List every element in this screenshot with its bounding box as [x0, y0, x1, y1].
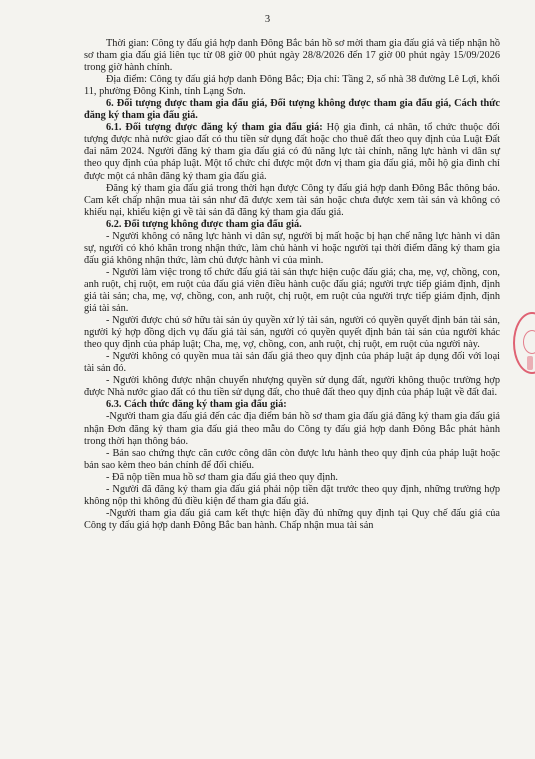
page-number: 3	[264, 14, 271, 25]
paragraph: -Người tham gia đấu giá đến các địa điểm bán hồ sơ tham gia đấu giá đăng ký tham gia đấu giá nhận Đơn đăng ký tham gia đấu giá theo mẫu do Công ty đấu giá hợp danh Đông Bắc phát hành trong thời hạn thông báo.	[84, 411, 500, 447]
stamp-seal-inner	[523, 330, 535, 354]
paragraph: Đăng ký tham gia đấu giá trong thời hạn được Công ty đấu giá hợp danh Đông Bắc thông báo. Cam kết chấp nhận mua tài sản như đã được xem tài sản hoặc chưa được xem tài sản và không có khiếu nại, khiếu kiện gì về tài sản đã đăng ký tham gia đấu giá.	[84, 182, 500, 218]
paragraph: - Người không có quyền mua tài sản đấu giá theo quy định của pháp luật áp dụng đối với loại tài sản đó.	[84, 351, 500, 375]
paragraph: -Người tham gia đấu giá cam kết thực hiện đầy đủ những quy định tại Quy chế đấu giá của Công ty đấu giá hợp danh Đông Bắc ban hành. Chấp nhận mua tài sản	[84, 507, 500, 531]
paragraph: - Bản sao chứng thực căn cước công dân còn được lưu hành theo quy định của pháp luật hoặc bản sao kèm theo bản chính để đối chiếu.	[84, 447, 500, 471]
paragraph: - Người không được nhận chuyển nhượng quyền sử dụng đất, người không thuộc trường hợp được Nhà nước giao đất có thu tiền sử dụng đất, cho thuê đất theo quy định của pháp luật về đất đai.	[84, 375, 500, 399]
paragraph-text: Hộ gia đình, cá nhân, tổ chức thuộc đối tượng được nhà nước giao đất có thu tiền sử dụng đất hoặc cho thuê đất theo quy định của Luật Đất đai năm 2024. Người đăng ký tham gia đấu giá có đủ năng lực tài chính, năng lực hành vi dân sự theo quy định của pháp luật. Một tổ chức chỉ được một đơn vị tham gia đấu giá, mỗi hộ gia đình chỉ được một cá nhân đăng ký tham gia đấu giá.	[84, 122, 500, 182]
paragraph: - Người không có năng lực hành vi dân sự, người bị mất hoặc bị hạn chế năng lực hành vi dân sự, người có khó khăn trong nhận thức, làm chủ hành vi hoặc người tại thời điểm đăng ký tham gia đấu giá không nhận thức, làm chủ được hành vi của mình.	[84, 230, 500, 266]
paragraph: - Người được chủ sở hữu tài sản ủy quyền xử lý tài sản, người có quyền quyết định bán tài sản, người ký hợp đồng dịch vụ đấu giá tài sản, người có quyền quyết định bán tài sản của người khác theo quy định của pháp luật; Cha, mẹ, vợ, chồng, con, anh ruột, chị ruột, em ruột của người này.	[84, 315, 500, 351]
section-heading: 6.2. Đối tượng không được tham gia đấu giá.	[106, 218, 302, 230]
paragraph: Địa điểm: Công ty đấu giá hợp danh Đông Bắc; Địa chỉ: Tầng 2, số nhà 38 đường Lê Lợi, khối 11, phường Đông Kinh, tỉnh Lạng Sơn.	[84, 74, 500, 98]
document-body	[84, 38, 500, 532]
section-heading: 6.3. Cách thức đăng ký tham gia đấu giá:	[106, 399, 287, 411]
stamp-mark	[527, 356, 533, 370]
paragraph: - Đã nộp tiền mua hồ sơ tham gia đấu giá theo quy định.	[106, 471, 338, 483]
paragraph: Thời gian: Công ty đấu giá hợp danh Đông Bắc bán hồ sơ mời tham gia đấu giá và tiếp nhận hồ sơ tham gia đấu giá liên tục từ 08 giờ 00 phút ngày 28/8/2026 đến 17 giờ 00 phút ngày 15/09/2026 trong giờ hành chính.	[84, 38, 500, 74]
paragraph	[84, 122, 500, 182]
section-heading: 6. Đối tượng được tham gia đấu giá, Đối tượng không được tham gia đấu giá, Cách thức đăng ký tham gia đấu giá.	[84, 98, 500, 122]
paragraph-lead: 6.1. Đối tượng được đăng ký tham gia đấu giá:	[106, 122, 323, 134]
paragraph: - Người làm việc trong tổ chức đấu giá tài sản thực hiện cuộc đấu giá; cha, mẹ, vợ, chồng, con, anh ruột, chị ruột, em ruột của đấu giá viên điều hành cuộc đấu giá; người trực tiếp giám định, định giá tài sản; cha, mẹ, vợ, chồng, con, anh ruột, chị ruột, em ruột của người trực tiếp giám định, định giá tài sản.	[84, 266, 500, 315]
paragraph: - Người đã đăng ký tham gia đấu giá phải nộp tiền đặt trước theo quy định, những trường hợp không nộp thì không đủ điều kiện để tham gia đấu giá.	[84, 483, 500, 507]
